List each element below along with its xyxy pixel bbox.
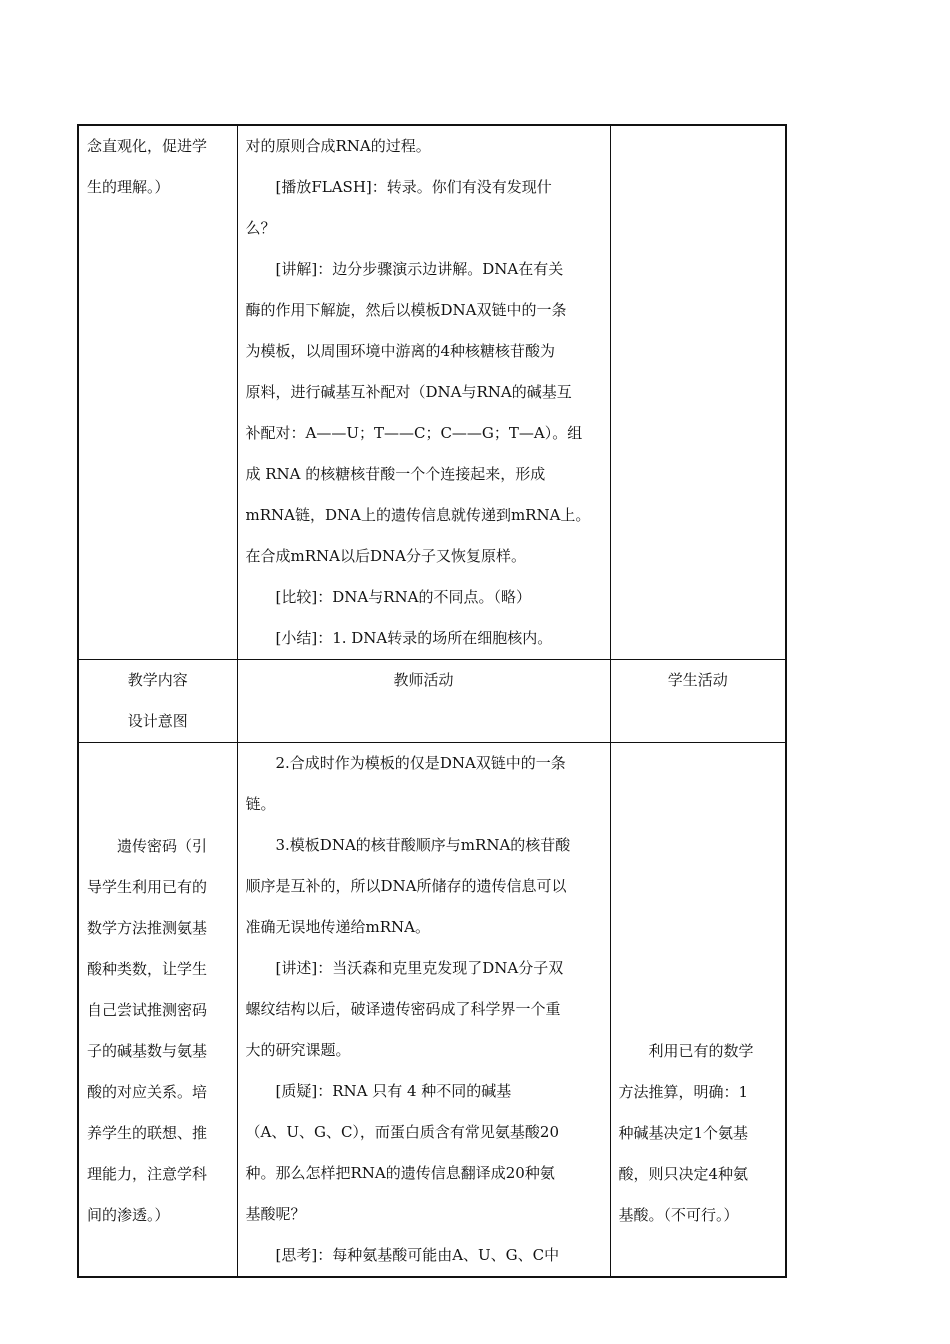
teacher-activity-cell bbox=[237, 743, 610, 1278]
text-line: 螺纹结构以后，破译遗传密码成了科学界一个重 bbox=[245, 1000, 561, 1018]
text-line: 导学生利用已有的 bbox=[87, 877, 208, 896]
text-line: 链。 bbox=[245, 795, 276, 813]
text-line: 自己尝试推测密码 bbox=[87, 1000, 208, 1019]
text-line: 在合成mRNA以后DNA分子又恢复原样。 bbox=[245, 547, 526, 565]
text-line: 间的渗透。） bbox=[87, 1205, 170, 1224]
header-teacher-activity: 教师活动 bbox=[237, 660, 610, 743]
text-line: [讲解]：边分步骤演示边讲解。DNA在有关 bbox=[275, 260, 564, 278]
text-line: 准确无误地传递给mRNA。 bbox=[245, 918, 430, 936]
text-line: 种碱基决定1个氨基 bbox=[618, 1124, 749, 1142]
text-line: 成 RNA 的核糖核苷酸一个个连接起来，形成 bbox=[245, 465, 546, 483]
text-line: [比较]：DNA与RNA的不同点。（略） bbox=[275, 588, 531, 606]
text-line: 基酸。（不可行。） bbox=[618, 1206, 739, 1224]
text-line: 补配对：A——U；T——C；C——G；T—A）。组 bbox=[245, 424, 583, 442]
text-line: 利用已有的数学 bbox=[648, 1042, 754, 1060]
header-content-intent bbox=[78, 660, 237, 743]
header-student-activity: 学生活动 bbox=[610, 660, 786, 743]
text-line: mRNA链，DNA上的遗传信息就传递到mRNA上。 bbox=[245, 506, 591, 524]
text-line: 方法推算，明确：1 bbox=[618, 1083, 749, 1101]
table-header-row bbox=[78, 660, 786, 743]
text-line: 生的理解。） bbox=[87, 178, 170, 196]
text-line: 理能力，注意学科 bbox=[87, 1164, 208, 1183]
text-line: 念直观化，促进学 bbox=[87, 137, 208, 155]
design-intent-cell bbox=[78, 125, 237, 660]
text-line: 2.合成时作为模板的仅是DNA双链中的一条 bbox=[275, 754, 566, 772]
text-line: 数学方法推测氨基 bbox=[87, 918, 208, 937]
header-line: 教学内容 bbox=[127, 671, 188, 689]
text-line: [讲述]：当沃森和克里克发现了DNA分子双 bbox=[275, 959, 564, 977]
text-line: [小结]：1. DNA转录的场所在细胞核内。 bbox=[275, 629, 553, 647]
text-line: 酸种类数，让学生 bbox=[87, 959, 208, 978]
student-activity-cell bbox=[610, 743, 786, 1278]
text-line: 酸的对应关系。培 bbox=[87, 1082, 208, 1101]
table-row bbox=[78, 125, 786, 660]
text-line: 遗传密码（引 bbox=[117, 836, 208, 855]
text-line: 对的原则合成RNA的过程。 bbox=[245, 137, 431, 155]
teacher-activity-cell bbox=[237, 125, 610, 660]
text-line: （A、U、G、C），而蛋白质含有常见氨基酸20 bbox=[245, 1123, 560, 1141]
table-row bbox=[78, 743, 786, 1278]
text-line: 种。那么怎样把RNA的遗传信息翻译成20种氨 bbox=[245, 1164, 555, 1182]
text-line: 原料，进行碱基互补配对（DNA与RNA的碱基互 bbox=[245, 383, 572, 401]
text-line: 酶的作用下解旋，然后以模板DNA双链中的一条 bbox=[245, 301, 567, 319]
design-intent-cell bbox=[78, 743, 237, 1278]
header-line: 设计意图 bbox=[127, 712, 188, 730]
text-line: 养学生的联想、推 bbox=[87, 1123, 208, 1142]
text-line: [思考]：每种氨基酸可能由A、U、G、C中 bbox=[275, 1246, 560, 1264]
text-line: 大的研究课题。 bbox=[245, 1041, 351, 1059]
text-line: [质疑]：RNA 只有 4 种不同的碱基 bbox=[275, 1082, 512, 1100]
text-line: 基酸呢？ bbox=[245, 1205, 306, 1223]
text-line: [播放FLASH]：转录。你们有没有发现什 bbox=[275, 178, 552, 196]
text-line: 顺序是互补的，所以DNA所储存的遗传信息可以 bbox=[245, 877, 567, 895]
lesson-plan-table bbox=[77, 124, 787, 1278]
text-line: 为模板，以周围环境中游离的4种核糖核苷酸为 bbox=[245, 342, 556, 360]
text-line: 酸，则只决定4种氨 bbox=[618, 1165, 749, 1183]
text-line: 子的碱基数与氨基 bbox=[87, 1041, 208, 1060]
text-line: 3.模板DNA的核苷酸顺序与mRNA的核苷酸 bbox=[275, 836, 571, 854]
student-activity-cell bbox=[610, 125, 786, 660]
text-line: 么？ bbox=[245, 219, 276, 237]
